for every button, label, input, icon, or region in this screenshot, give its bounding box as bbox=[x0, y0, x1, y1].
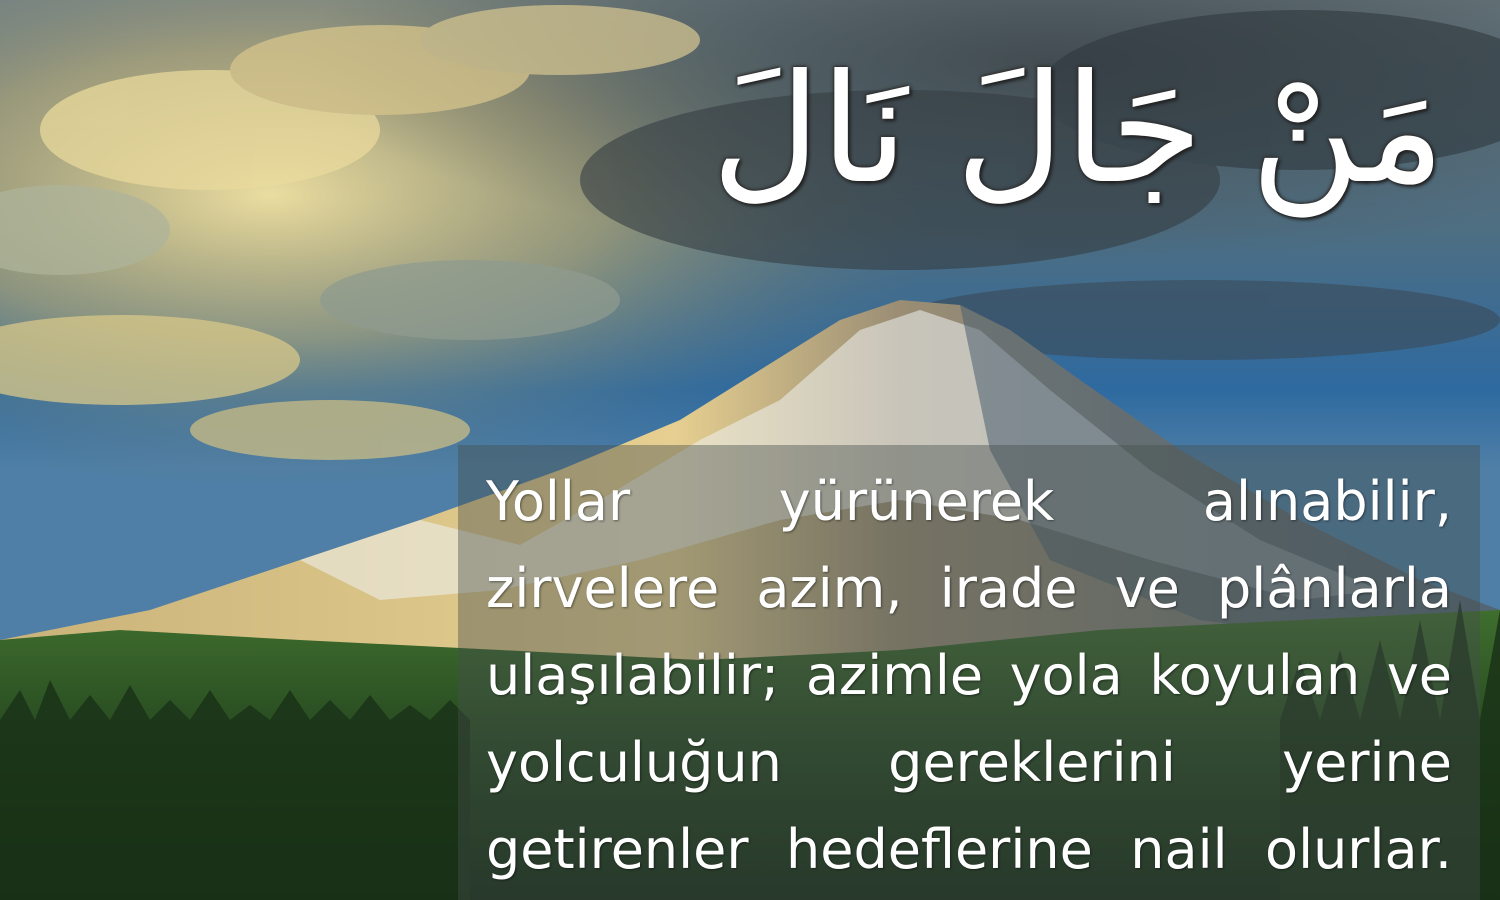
quote-line: yolculuğun gereklerini yerine bbox=[486, 731, 1452, 794]
quote-line: getirenler hedeflerine nail olurlar. bbox=[486, 818, 1452, 881]
arabic-title: مَنْ جَالَ نَالَ bbox=[711, 43, 1445, 217]
quote-line: Yollar yürünerek alınabilir, bbox=[486, 470, 1452, 533]
quote-line: ulaşılabilir; azimle yola koyulan ve bbox=[486, 644, 1452, 707]
quote-line: zirvelere azim, irade ve plânlarla bbox=[486, 557, 1452, 620]
quote-text bbox=[486, 458, 1452, 893]
